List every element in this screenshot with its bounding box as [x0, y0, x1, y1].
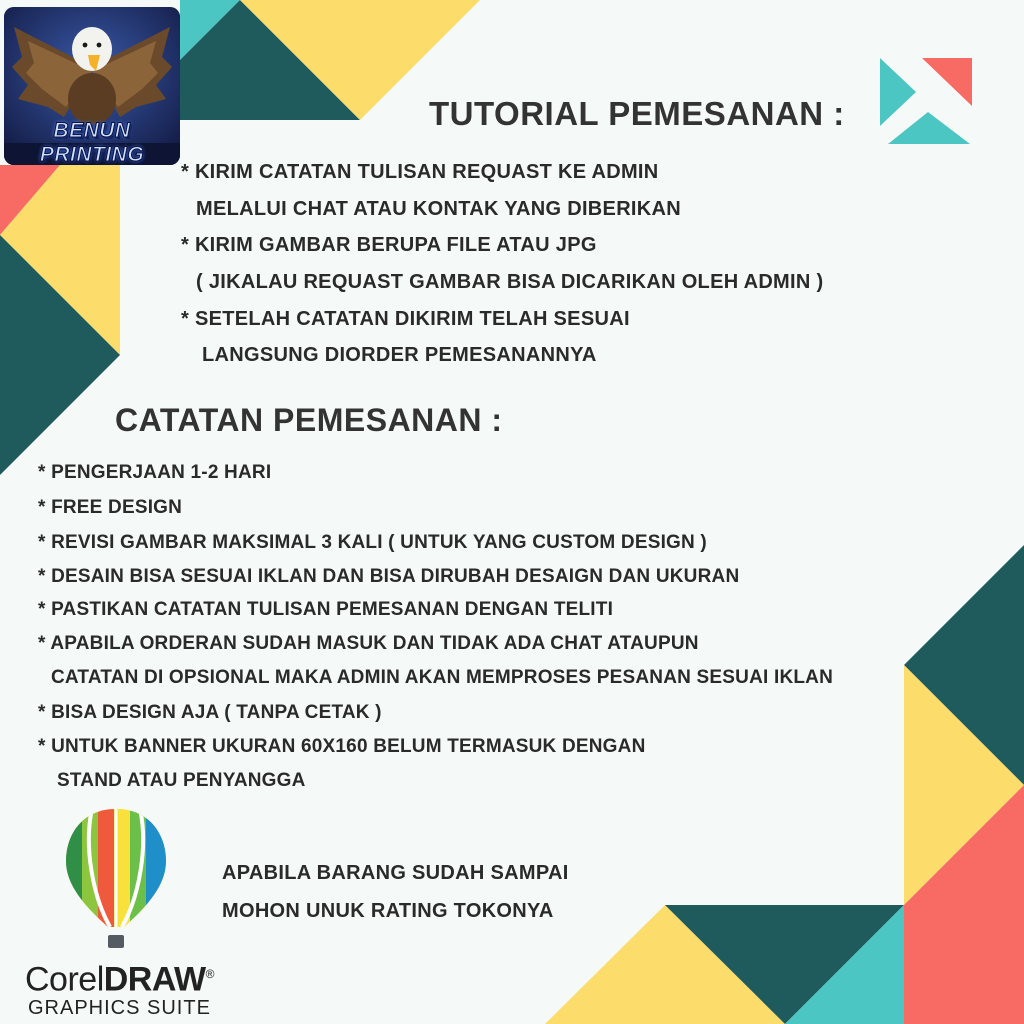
coreldraw-word-light: Corel	[25, 960, 104, 999]
tutorial-line: LANGSUNG DIORDER PEMESANANNYA	[202, 344, 597, 366]
notes-line: STAND ATAU PENYANGGA	[57, 770, 306, 791]
benun-printing-logo	[4, 7, 180, 165]
tutorial-line: MELALUI CHAT ATAU KONTAK YANG DIBERIKAN	[196, 198, 682, 220]
coreldraw-subtitle: GRAPHICS SUITE	[28, 997, 211, 1020]
coreldraw-logo	[25, 956, 214, 1019]
notes-line: * DESAIN BISA SESUAI IKLAN DAN BISA DIRUBAH DESAIGN DAN UKURAN	[38, 566, 740, 587]
tutorial-line: * KIRIM GAMBAR BERUPA FILE ATAU JPG	[181, 234, 597, 256]
notes-heading: CATATAN PEMESANAN :	[115, 402, 503, 438]
notes-line: * REVISI GAMBAR MAKSIMAL 3 KALI ( UNTUK YANG CUSTOM DESIGN )	[38, 532, 707, 553]
logo-brand-text: BENUN PRINTING	[39, 119, 145, 165]
tutorial-line: * KIRIM CATATAN TULISAN REQUAST KE ADMIN	[181, 161, 659, 183]
tutorial-line: ( JIKALAU REQUAST GAMBAR BISA DICARIKAN OLEH ADMIN )	[196, 271, 824, 293]
balloon-icon	[62, 805, 170, 950]
notes-line: CATATAN DI OPSIONAL MAKA ADMIN AKAN MEMPROSES PESANAN SESUAI IKLAN	[51, 667, 834, 688]
notes-line: * BISA DESIGN AJA ( TANPA CETAK )	[38, 702, 382, 723]
registered-mark: ®	[205, 967, 214, 981]
notes-line: * FREE DESIGN	[38, 497, 183, 518]
tutorial-heading: TUTORIAL PEMESANAN :	[429, 95, 845, 132]
coreldraw-wordmark	[25, 956, 214, 997]
closing-line: MOHON UNUK RATING TOKONYA	[222, 900, 554, 922]
brand-mark-icon	[878, 56, 974, 148]
notes-line: * APABILA ORDERAN SUDAH MASUK DAN TIDAK ADA CHAT ATAUPUN	[38, 633, 699, 654]
tutorial-line: * SETELAH CATATAN DIKIRIM TELAH SESUAI	[181, 308, 630, 330]
notes-line: * UNTUK BANNER UKURAN 60X160 BELUM TERMASUK DENGAN	[38, 736, 646, 757]
closing-line: APABILA BARANG SUDAH SAMPAI	[222, 862, 569, 884]
coreldraw-word-bold: DRAW	[103, 960, 206, 999]
notes-line: * PASTIKAN CATATAN TULISAN PEMESANAN DENGAN TELITI	[38, 599, 614, 620]
notes-line: * PENGERJAAN 1-2 HARI	[38, 462, 272, 483]
